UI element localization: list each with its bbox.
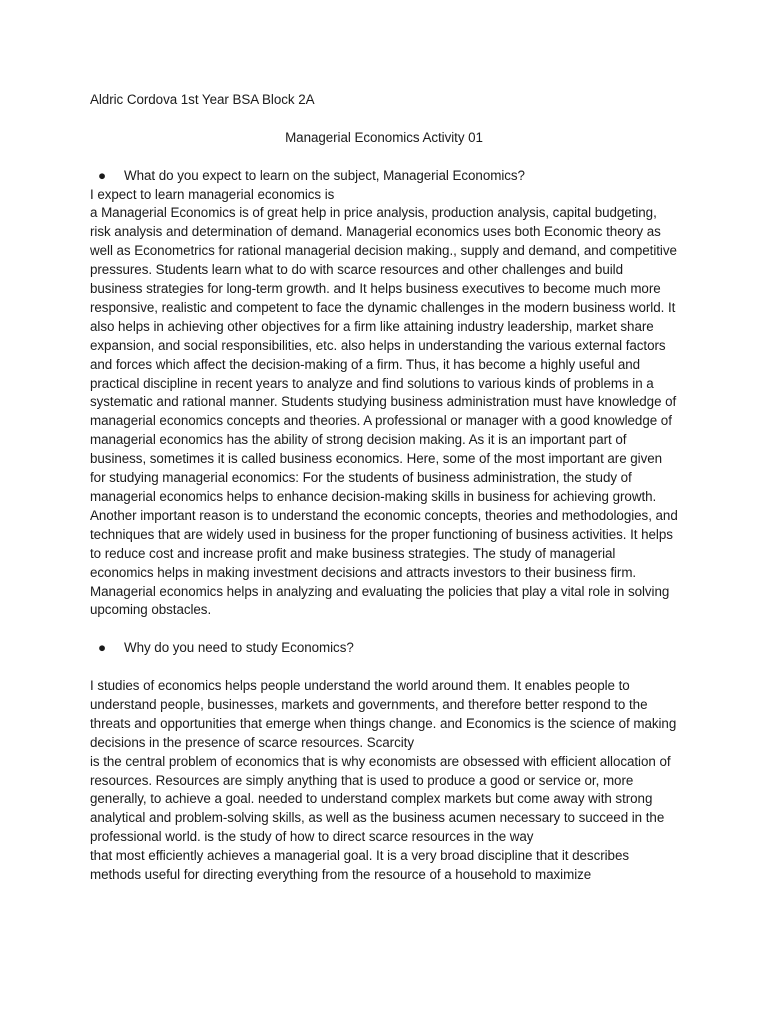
question-2 <box>90 639 678 658</box>
spacer <box>90 620 678 639</box>
author-line: Aldric Cordova 1st Year BSA Block 2A <box>90 92 315 107</box>
spacer <box>90 658 678 677</box>
question-2-text: Why do you need to study Economics? <box>124 640 354 656</box>
answer-1-intro: I expect to learn managerial economics is <box>90 186 335 202</box>
answer-1-body: a Managerial Economics is of great help in price analysis, production analysis, capital budgeting, risk analysis and determination of demand. Managerial economics uses both Economic theory as well as Econometrics for rational managerial decision making., supply and demand, and competitive pressures. Students learn what to do with scarce resources and other challenges and build business strategies for long-term growth. and It helps business executives to become much more responsive, realistic and competent to face the dynamic challenges in the modern business world. It also helps in achieving other objectives for a firm like attaining industry leadership, market share expansion, and social responsibilities, etc. also helps in understanding the various external factors and forces which affect the decision-making of a firm. Thus, it has become a highly useful and practical discipline in recent years to analyze and find solutions to various kinds of problems in a systematic and rational manner. Students studying business administration must have knowledge of managerial economics concepts and theories. A professional or manager with a good knowledge of managerial economics has the ability of strong decision making. As it is an important part of business, sometimes it is called business economics. Here, some of the most important are given for studying managerial economics: For the students of business administration, the study of managerial economics helps to enhance decision-making skills in business for achieving growth. Another important reason is to understand the economic concepts, theories and methodologies, and techniques that are widely used in business for the proper functioning of business activities. It helps to reduce cost and increase profit and make business strategies. The study of managerial economics helps in making investment decisions and attracts investors to their business firm. Managerial economics helps in analyzing and evaluating the policies that play a vital role in solving upcoming obstacles. <box>90 205 678 618</box>
answer-2-paragraph-3: that most efficiently achieves a managerial goal. It is a very broad discipline that it describes methods useful for directing everything from the resource of a household to maximize <box>90 848 629 883</box>
question-1-text: What do you expect to learn on the subject, Managerial Economics? <box>124 167 525 183</box>
document-title: Managerial Economics Activity 01 <box>285 129 483 145</box>
answer-2-paragraph-2: is the central problem of economics that is why economists are obsessed with efficient allocation of resources. Resources are simply anything that is used to produce a good or service or, more generally, to achieve a goal. needed to understand complex markets but come away with strong analytical and problem-solving skills, as well as the business acumen necessary to succeed in the professional world. is the study of how to direct scarce resources in the way <box>90 753 671 845</box>
question-1 <box>90 167 678 186</box>
answer-2-paragraph-1: I studies of economics helps people understand the world around them. It enables people to understand people, businesses, markets and governments, and therefore better respond to the threats and opportunities that emerge when things change. and Economics is the science of making decisions in the presence of scarce resources. Scarcity <box>90 678 677 750</box>
bullet-icon: ● <box>98 167 107 183</box>
document-content <box>90 91 678 885</box>
bullet-icon: ● <box>98 640 107 656</box>
